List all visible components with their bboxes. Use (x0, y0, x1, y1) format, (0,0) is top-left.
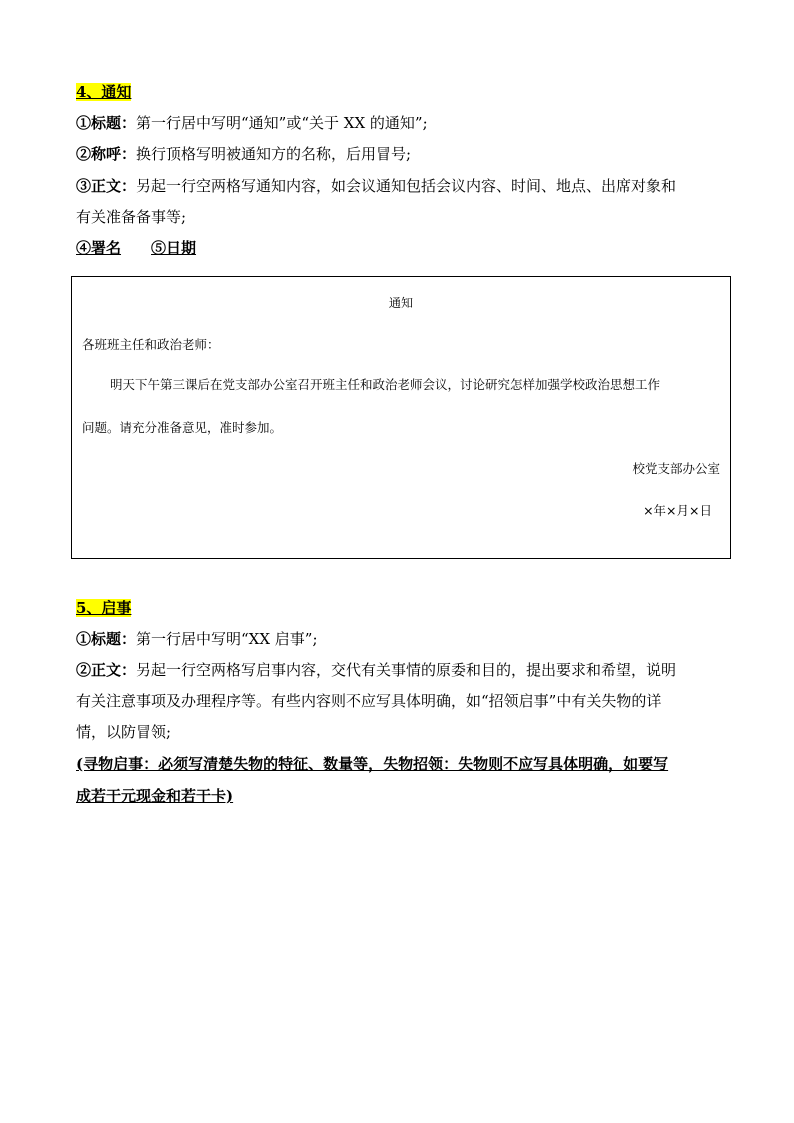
section5-note-line1 (76, 754, 668, 774)
section4-line3-label: ③正文： (76, 177, 137, 195)
section4-line4-text: 有关准备备事等; (76, 208, 187, 226)
section5-line4-text: 情，以防冒领; (76, 723, 172, 741)
section4-line2 (76, 144, 411, 164)
section5-line1 (76, 629, 318, 649)
section5-line2 (76, 660, 676, 680)
section4-line2-label: ②称呼： (76, 145, 137, 163)
section5-heading-line (76, 598, 131, 618)
section5-line2-label: ②正文： (76, 661, 137, 679)
sample-body-line1 (82, 377, 660, 393)
section4-line3 (76, 176, 676, 196)
section4-line3-text: 另起一行空两格写通知内容，如会议通知包括会议内容、时间、地点、出席对象和 (136, 177, 677, 195)
sample-date: ×年×月×日 (643, 503, 712, 518)
sample-body2: 问题。请充分准备意见，准时参加。 (82, 420, 283, 435)
section5-line3 (76, 691, 661, 711)
sample-title: 通知 (388, 296, 414, 310)
section4-line2-text: 换行顶格写明被通知方的名称，后用冒号; (136, 145, 412, 163)
section5-note2: 成若干元现金和若干卡) (76, 787, 234, 805)
section5-line1-text: 第一行居中写明“XX 启事”; (136, 630, 318, 648)
section4-line1 (76, 113, 428, 133)
section5-line3-text: 有关注意事项及办理程序等。有些内容则不应写具体明确，如“招领启事”中有关失物的详 (76, 692, 662, 710)
section5-heading: 5、启事 (76, 599, 132, 617)
section4-heading-line (76, 82, 131, 102)
section5-note-line2 (76, 786, 233, 806)
section5-line1-label: ①标题： (76, 630, 137, 648)
section5-line2-text: 另起一行空两格写启事内容，交代有关事情的原委和目的，提出要求和希望，说明 (136, 661, 677, 679)
section5-line4 (76, 722, 171, 742)
sample-notice-box (71, 276, 731, 559)
date-label: ⑤日期 (151, 239, 197, 257)
sample-body1: 明天下午第三课后在党支部办公室召开班主任和政治老师会议，讨论研究怎样加强学校政治思想工作 (110, 377, 661, 392)
sample-signature: 校党支部办公室 (632, 461, 720, 476)
sample-salutation: 各班班主任和政治老师： (82, 337, 220, 352)
section4-line1-label: ①标题： (76, 114, 137, 132)
sign-label: ④署名 (76, 239, 122, 257)
section4-heading: 4、通知 (76, 83, 132, 101)
section4-line5 (76, 238, 196, 258)
section4-line4 (76, 207, 186, 227)
section4-line1-text: 第一行居中写明“通知”或“关于 XX 的通知”; (136, 114, 428, 132)
section5-note1: (寻物启事：必须写清楚失物的特征、数量等，失物招领：失物则不应写具体明确，如要写 (76, 755, 669, 773)
